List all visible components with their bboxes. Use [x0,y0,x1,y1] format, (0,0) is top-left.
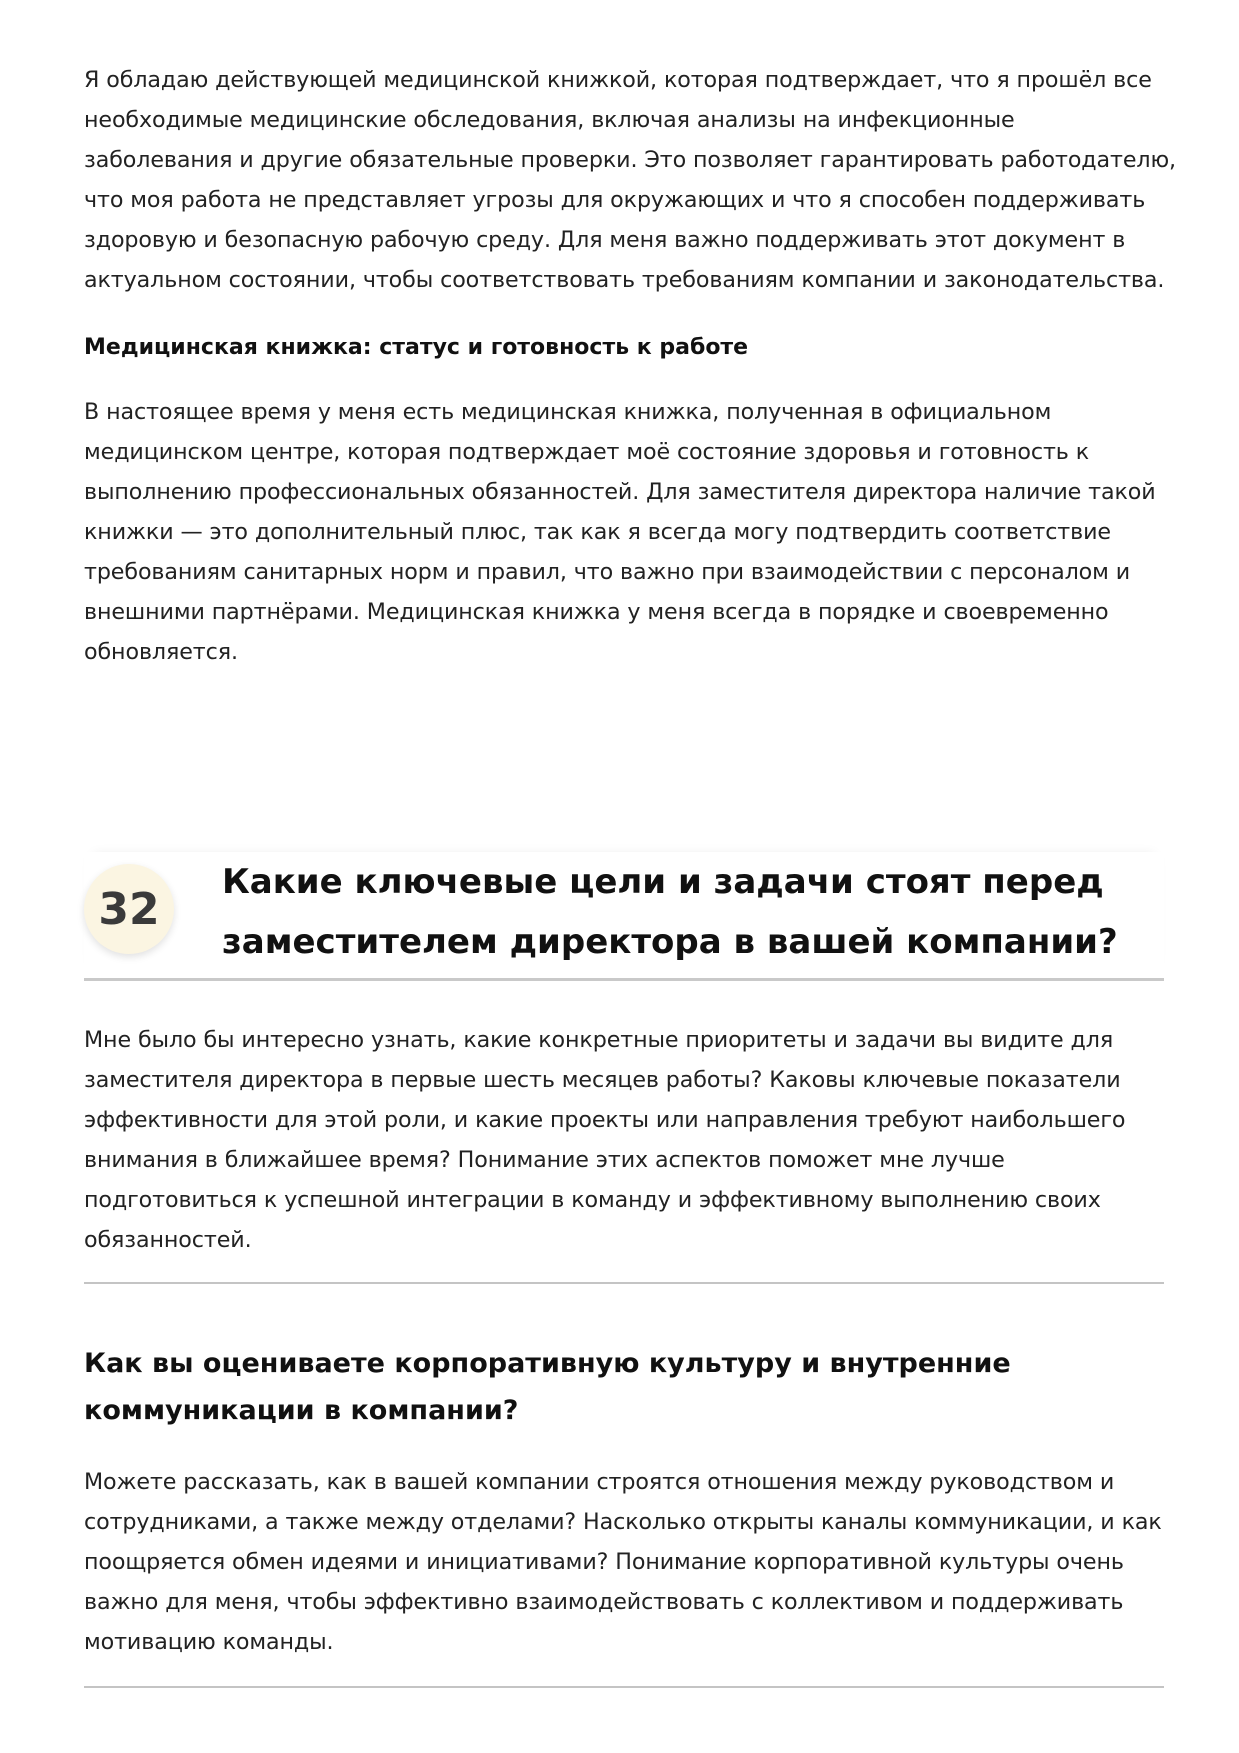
text-line: поощряется обмен идеями и инициативами? Понимание корпоративной культуры очень [84,1549,1124,1575]
text-line: книжки — это дополнительный плюс, так как я всегда могу подтвердить соответствие [84,519,1111,545]
text-line: заболевания и другие обязательные проверки. Это позволяет гарантировать работодателю, [84,147,1177,173]
text-line: мотивацию команды. [84,1629,334,1655]
text-line: сотрудниками, а также между отделами? Насколько открыты каналы коммуникации, и как [84,1509,1162,1535]
question-number-badge: 32 [84,864,174,954]
text-line: Я обладаю действующей медицинской книжкой, которая подтверждает, что я прошёл все [84,67,1152,93]
medical-book-status-paragraph [84,392,1164,672]
medical-book-paragraph [84,60,1177,300]
divider [84,1686,1164,1688]
text-line: актуальном состоянии, чтобы соответствовать требованиям компании и законодательства. [84,267,1165,293]
title-line: заместителем директора в вашей компании? [222,922,1118,962]
text-line: Мне было бы интересно узнать, какие конкретные приоритеты и задачи вы видите для [84,1027,1114,1053]
text-line: здоровую и безопасную рабочую среду. Для меня важно поддерживать этот документ в [84,227,1126,253]
culture-paragraph [84,1462,1164,1662]
culture-subheading [84,1340,1084,1434]
text-line: обязанностей. [84,1227,252,1253]
text-line: эффективности для этой роли, и какие проекты или направления требуют наибольшего [84,1107,1126,1133]
text-line: внимания в ближайшее время? Понимание этих аспектов поможет мне лучше [84,1147,1005,1173]
question-title [222,852,1162,972]
text-line: подготовиться к успешной интеграции в команду и эффективному выполнению своих [84,1187,1101,1213]
divider [84,1282,1164,1284]
subheading-line: коммуникации в компании? [84,1395,519,1426]
subheading-line: Как вы оцениваете корпоративную культуру и внутренние [84,1348,1011,1379]
text-line: медицинском центре, которая подтверждает моё состояние здоровья и готовность к [84,439,1090,465]
text-line: заместителя директора в первые шесть месяцев работы? Каковы ключевые показатели [84,1067,1121,1093]
question-paragraph [84,1020,1164,1260]
text-line: что моя работа не представляет угрозы для окружающих и что я способен поддерживать [84,187,1146,213]
text-line: важно для меня, чтобы эффективно взаимодействовать с коллективом и поддерживать [84,1589,1124,1615]
question-header [84,852,1164,981]
text-line: необходимые медицинские обследования, включая анализы на инфекционные [84,107,1015,133]
text-line: внешними партнёрами. Медицинская книжка у меня всегда в порядке и своевременно [84,599,1109,625]
text-line: выполнению профессиональных обязанностей. Для заместителя директора наличие такой [84,479,1156,505]
text-line: Можете рассказать, как в вашей компании строятся отношения между руководством и [84,1469,1115,1495]
text-line: требованиям санитарных норм и правил, что важно при взаимодействии с персоналом и [84,559,1131,585]
text-line: обновляется. [84,639,238,665]
text-line: В настоящее время у меня есть медицинская книжка, полученная в официальном [84,399,1052,425]
medical-book-subheading: Медицинская книжка: статус и готовность к работе [84,335,749,360]
title-line: Какие ключевые цели и задачи стоят перед [222,862,1104,902]
